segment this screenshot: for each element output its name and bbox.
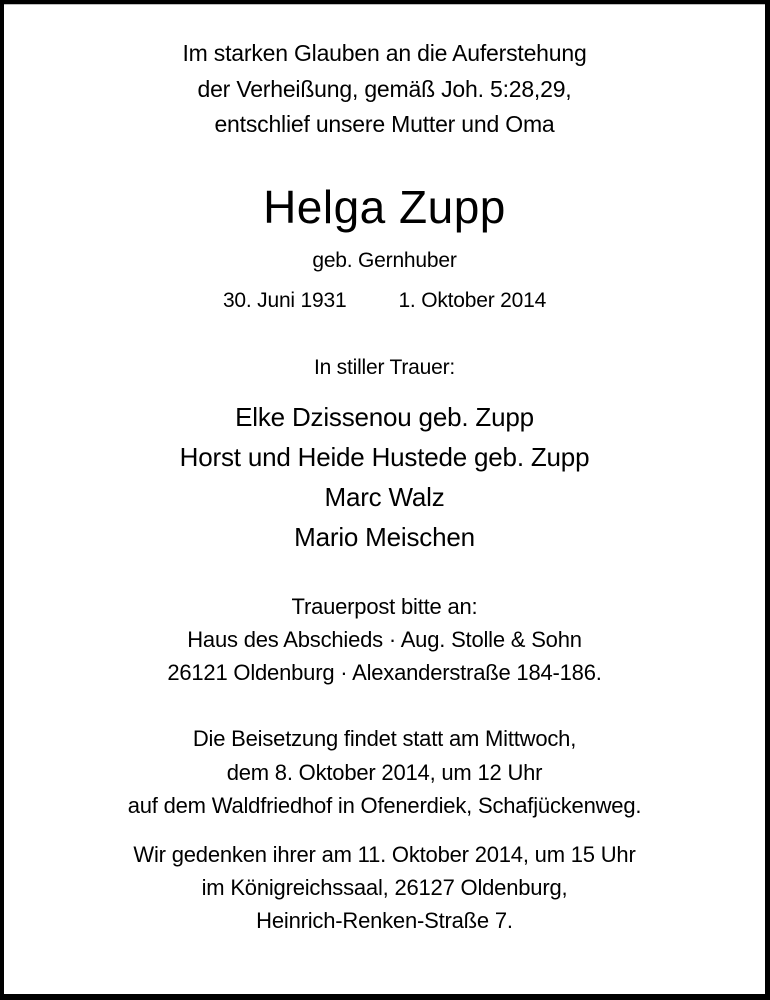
memorial-line-2: im Königreichssaal, 26127 Oldenburg, [201, 875, 568, 900]
mourning-label: In stiller Trauer: [313, 356, 456, 379]
funeral-line-3: auf dem Waldfriedhof in Ofenerdiek, Schafjückenweg. [127, 793, 642, 818]
mourner-1: Elke Dzissenou geb. Zupp [235, 402, 534, 432]
deceased-name: Helga Zupp [263, 181, 506, 233]
condolence-address-line-1: Haus des Abschieds · Aug. Stolle & Sohn [187, 627, 582, 652]
intro-line-1: Im starken Glauben an die Auferstehung [182, 40, 587, 66]
death-date: 1. Oktober 2014 [398, 289, 547, 312]
intro-line-2: der Verheißung, gemäß Joh. 5:28,29, [197, 76, 572, 102]
funeral-line-2: dem 8. Oktober 2014, um 12 Uhr [226, 760, 543, 785]
obituary-notice [4, 4, 765, 994]
memorial-line-1: Wir gedenken ihrer am 11. Oktober 2014, um 15 Uhr [133, 842, 636, 867]
birth-date: 30. Juni 1931 [222, 289, 347, 312]
mourner-3: Marc Walz [324, 482, 445, 512]
memorial-line-3: Heinrich-Renken-Straße 7. [256, 908, 513, 933]
life-dates [4, 289, 765, 313]
mourner-2: Horst und Heide Hustede geb. Zupp [179, 442, 590, 472]
funeral-line-1: Die Beisetzung findet statt am Mittwoch, [192, 726, 577, 751]
mourner-4: Mario Meischen [294, 522, 475, 552]
maiden-name: geb. Gernhuber [312, 249, 457, 272]
condolence-address-line-2: 26121 Oldenburg · Alexanderstraße 184-186. [167, 660, 602, 685]
intro-line-3: entschlief unsere Mutter und Oma [214, 111, 555, 137]
condolence-label: Trauerpost bitte an: [291, 594, 478, 619]
